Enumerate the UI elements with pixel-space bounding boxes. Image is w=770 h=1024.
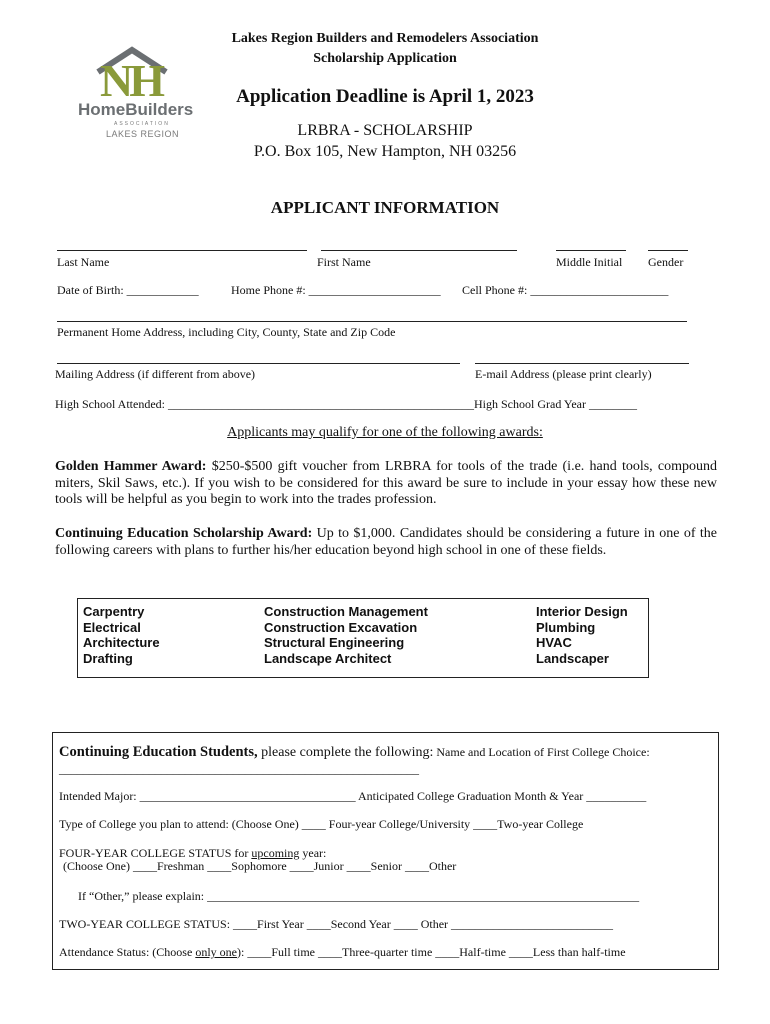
logo-association: ASSOCIATION	[114, 121, 170, 127]
first-name-field[interactable]	[321, 250, 517, 251]
awards-intro: Applicants may qualify for one of the following awards:	[227, 425, 543, 440]
career-item: HVAC	[536, 635, 572, 650]
applicant-info-title: APPLICANT INFORMATION	[270, 198, 500, 217]
career-item: Construction Excavation	[264, 619, 418, 635]
other-explain-field[interactable]: If “Other,” please explain: ________________________________________________________________________	[78, 889, 640, 903]
cell-phone-field[interactable]: Cell Phone #: _______________________	[462, 283, 669, 297]
logo-brand: HomeBuilders	[78, 100, 194, 119]
gender-label: Gender	[648, 255, 684, 269]
career-item: Architecture	[83, 635, 160, 650]
org-name: Lakes Region Builders and Remodelers Association	[231, 31, 539, 46]
golden-hammer-title: Golden Hammer Award:	[55, 459, 207, 474]
last-name-field[interactable]	[57, 250, 307, 251]
career-item: Construction Management	[264, 604, 428, 619]
career-item: Drafting	[83, 650, 133, 666]
ce-students-box	[52, 732, 719, 970]
attendance-options: ): ____Full time ____Three-quarter time ____Half-time ____Less than half-time	[236, 945, 626, 959]
career-item: Landscape Architect	[264, 650, 392, 666]
career-item: Electrical	[83, 619, 141, 635]
dob-field[interactable]: Date of Birth: ____________	[57, 283, 199, 297]
email-label: E-mail Address (please print clearly)	[475, 367, 652, 381]
ce-students-heading	[59, 743, 650, 761]
middle-initial-label: Middle Initial	[556, 255, 623, 269]
golden-hammer-paragraph	[55, 459, 717, 509]
logo-region: LAKES REGION	[106, 129, 180, 139]
mailing-address-label: Mailing Address (if different from above)	[55, 367, 256, 381]
first-choice-field[interactable]: ____________________________________________________________	[59, 762, 419, 776]
document-title: Scholarship Application	[313, 51, 457, 66]
careers-box	[77, 598, 649, 678]
upcoming-text: upcoming	[251, 846, 300, 860]
gender-field[interactable]	[648, 250, 688, 251]
email-field[interactable]	[475, 363, 689, 364]
last-name-label: Last Name	[57, 255, 110, 269]
two-year-status-field[interactable]: TWO-YEAR COLLEGE STATUS: ____First Year ____Second Year ____ Other ___________________________	[59, 917, 614, 931]
permanent-address-field[interactable]	[57, 321, 687, 322]
ce-heading-bold: Continuing Education Students,	[59, 744, 258, 760]
mailing-address-line1: LRBRA - SCHOLARSHIP	[297, 122, 473, 139]
high-school-field[interactable]: High School Attended: ___________________________________________________High School Grad Year ________	[55, 397, 637, 411]
permanent-address-label: Permanent Home Address, including City, County, State and Zip Code	[57, 325, 396, 339]
middle-initial-field[interactable]	[556, 250, 626, 251]
careers-column-1	[83, 604, 160, 666]
mailing-address-line2: P.O. Box 105, New Hampton, NH 03256	[253, 143, 517, 160]
application-deadline: Application Deadline is April 1, 2023	[236, 86, 534, 107]
attendance-text: Attendance Status: (Choose	[59, 945, 196, 959]
career-item: Interior Design	[536, 604, 628, 619]
career-item: Landscaper	[536, 650, 609, 666]
mailing-address-field[interactable]	[57, 363, 460, 364]
careers-column-3	[536, 604, 628, 666]
attendance-status-field[interactable]	[59, 945, 626, 960]
ce-award-text: Up to $1,000. Candidates should be considering a future in one of the following careers with plans to further his/her education beyond high school in one of these fields.	[55, 526, 718, 558]
career-item: Plumbing	[536, 619, 596, 635]
career-item: Structural Engineering	[264, 635, 405, 650]
ce-award-paragraph	[55, 526, 717, 559]
college-type-field[interactable]: Type of College you plan to attend: (Choose One) ____ Four-year College/University ____Two-year College	[59, 817, 584, 831]
only-one-text: only one	[195, 945, 237, 959]
careers-column-2	[264, 604, 428, 666]
ce-heading-rest: please complete the following:	[257, 745, 434, 760]
four-year-status-options[interactable]: (Choose One) ____Freshman ____Sophomore ____Junior ____Senior ____Other	[63, 859, 457, 873]
home-phone-field[interactable]: Home Phone #: ______________________	[231, 283, 441, 297]
first-choice-label: Name and Location of First College Choice:	[433, 745, 650, 759]
logo-letters: NH	[100, 55, 161, 106]
ce-award-title: Continuing Education Scholarship Award:	[55, 526, 313, 541]
career-item: Carpentry	[83, 604, 145, 619]
four-year-status-text: FOUR-YEAR COLLEGE STATUS for	[59, 846, 252, 860]
first-name-label: First Name	[317, 255, 371, 269]
four-year-status-suffix: year:	[299, 846, 327, 860]
golden-hammer-text: $250-$500 gift voucher from LRBRA for tools of the trade (i.e. hand tools, compound miters, Skil Saws, etc.). If you wish to be considered for this award be sure to include in your essay how these new tools will be helpful as you begin to work into the trades profession.	[55, 459, 717, 507]
intended-major-field[interactable]: Intended Major: ____________________________________ Anticipated College Graduation Month & Year __________	[59, 789, 647, 803]
